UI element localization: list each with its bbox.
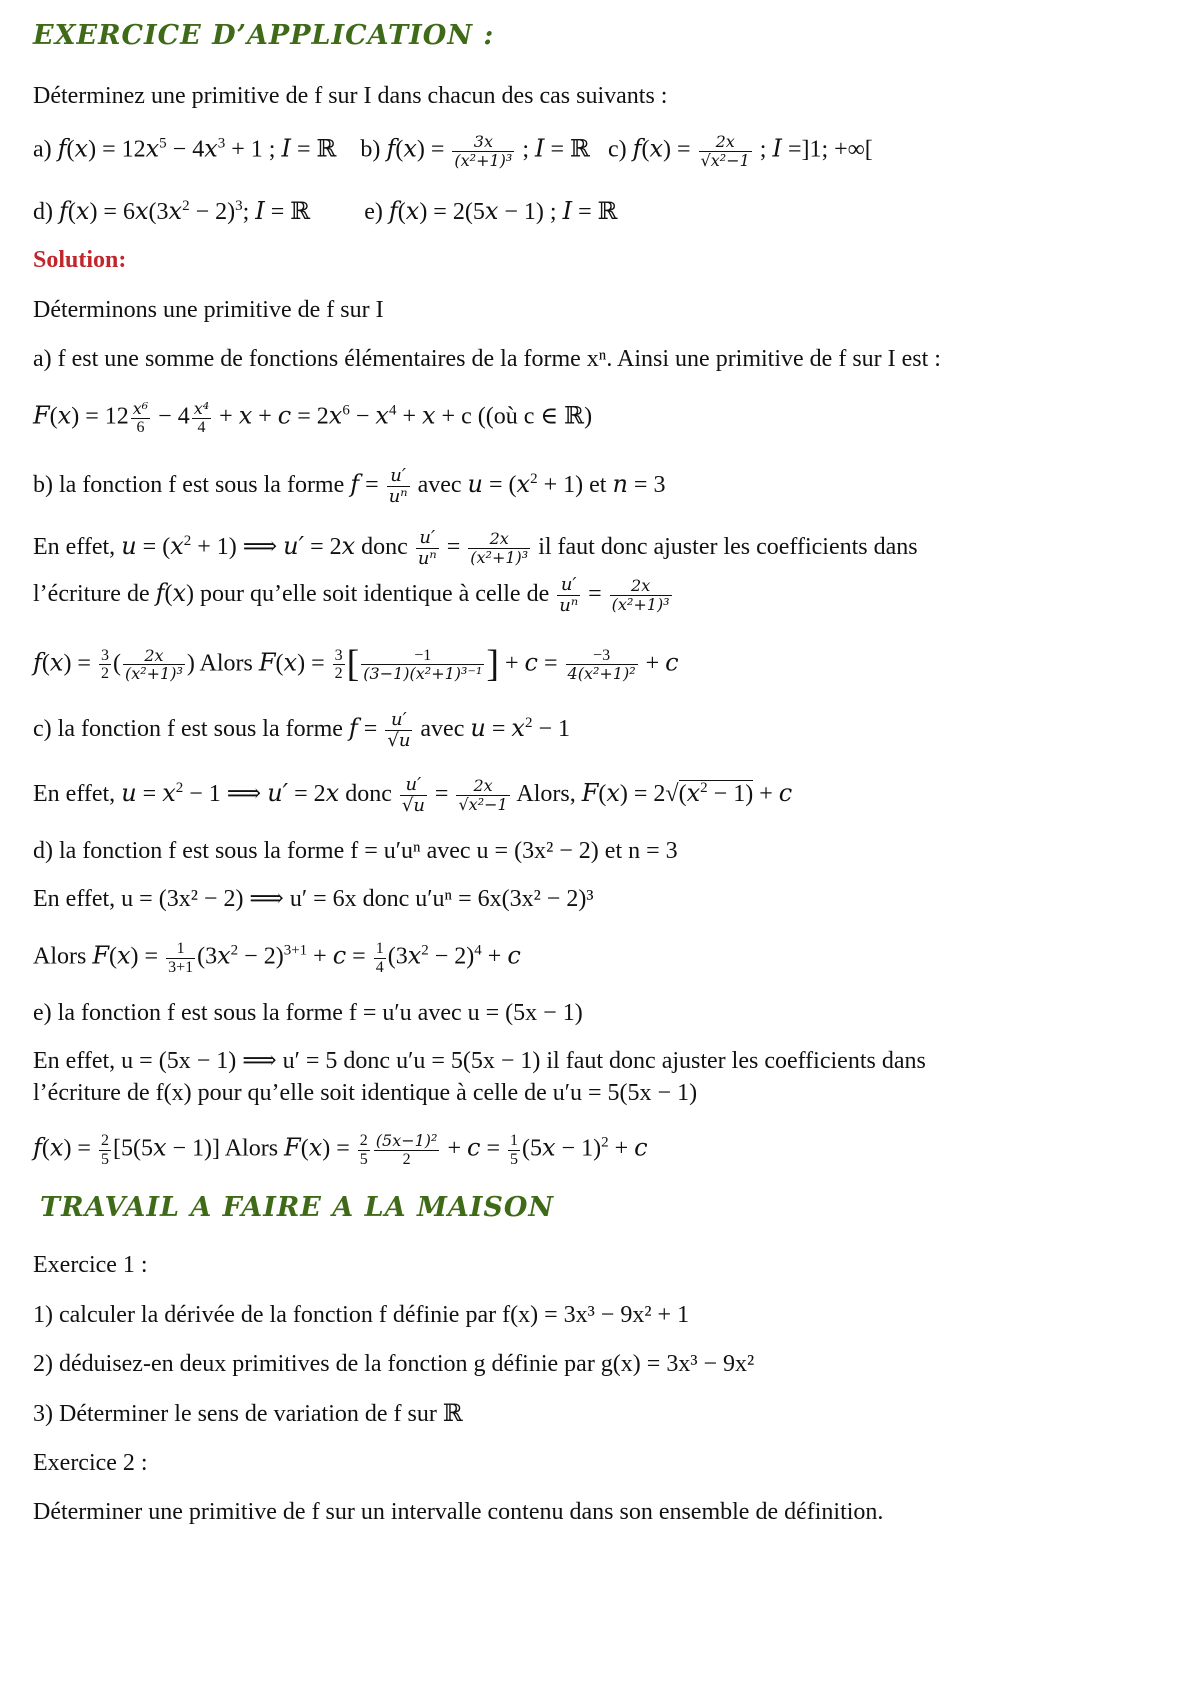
exercise-1-question-2: 2) déduisez-en deux primitives de la fonction g définie par g(x) = 3x³ − 9x² bbox=[33, 1351, 755, 1377]
exercise-1-question-3: 3) Déterminer le sens de variation de f sur ℝ bbox=[33, 1401, 463, 1427]
cases-de: d) $f(x) = 6x(3x^2 - 2)^3$; I = ℝ e) f(x) = 2(5x − 1) ; I = ℝ bbox=[33, 197, 618, 225]
solution-b-effet-2: l’écriture de f(x) pour qu’elle soit identique à celle de $\frac{u'}{\text{uⁿ}}$ = $\frac{2x}{\text{(x²+1)³}}$ bbox=[33, 574, 670, 616]
solution-e-text: e) la fonction f est sous la forme f = u′u avec u = (5x − 1) bbox=[33, 1000, 583, 1026]
solution-e-effet-1: En effet, u = (5x − 1) ⟹ u′ = 5 donc u′u = 5(5x − 1) il faut donc ajuster les coefficients dans bbox=[33, 1048, 926, 1074]
exercise-intro: Déterminez une primitive de f sur I dans chacun des cas suivants : bbox=[33, 83, 668, 109]
solution-e-result: f(x) = $\frac{2}{5}$ [5(5x − 1)] Alors F(x) = $\frac{2}{5}$ $\frac{\text{(5x−1)²}}{2}$ + c = $\frac{1}{5}$ $(5x - 1)^2 + c$ bbox=[33, 1131, 648, 1168]
solution-b-effet-1: En effet, $u = (x^2 + 1)$ ⟹ u′ = 2x donc $\frac{u'}{\text{uⁿ}}$ = $\frac{2x}{\text{(x²+1)³}}$ il faut donc ajuster les coefficients dans bbox=[33, 527, 918, 569]
solution-a-formula: F(x) = 12 $\frac{\text{x⁶}}{6}$ − 4 $\frac{\text{x⁴}}{4}$ + $x + c = 2x^6 - x^4 + x + c$ ((où c ∈ ℝ) bbox=[33, 399, 593, 436]
page-title: EXERCICE D’APPLICATION : bbox=[33, 20, 495, 51]
solution-c-text: c) la fonction f est sous la forme f = $\frac{u'}{√u}$ avec $u = x^2 - 1$ bbox=[33, 709, 570, 751]
solution-d-result: Alors F(x) = $\frac{1}{3+1}$ $(3x^2 - 2)^{3+1} + c$ = $\frac{1}{4}$ $(3x^2 - 2)^4 + c$ bbox=[33, 940, 521, 976]
exercise-2-title: Exercice 2 : bbox=[33, 1450, 148, 1476]
solution-b-text: b) la fonction f est sous la forme f = $\frac{u'}{\text{uⁿ}}$ avec $u = (x^2 + 1)$ et n = 3 bbox=[33, 465, 666, 507]
solution-a-text: a) f est une somme de fonctions élémentaires de la forme xⁿ. Ainsi une primitive de f sur I est : bbox=[33, 346, 941, 372]
solution-d-effet: En effet, u = (3x² − 2) ⟹ u′ = 6x donc u′uⁿ = 6x(3x² − 2)³ bbox=[33, 886, 594, 912]
solution-b-label: b) la fonction f est sous la forme bbox=[33, 471, 345, 498]
solution-d-text: d) la fonction f est sous la forme f = u′uⁿ avec u = (3x² − 2) et n = 3 bbox=[33, 838, 678, 864]
cases-abc: a) $f(x) = 12x^5 - 4x^3 + 1$ ; I = ℝ b) f(x) = $\frac{3x}{\text{(x²+1)³}}$ ; I = ℝ c) f(x) = $\frac{2x}{\text{√x²−1}}$ ; I =]1; +∞[ bbox=[33, 132, 873, 170]
exercise-2-text: Déterminer une primitive de f sur un intervalle contenu dans son ensemble de définition. bbox=[33, 1499, 884, 1525]
exercise-1-question-1: 1) calculer la dérivée de la fonction f définie par f(x) = 3x³ − 9x² + 1 bbox=[33, 1302, 690, 1328]
solution-heading: Solution: bbox=[33, 247, 127, 273]
solution-c-label: c) la fonction f est sous la forme bbox=[33, 715, 343, 742]
solution-c-effet: En effet, $u = x^2 - 1$ ⟹ u′ = 2x donc $\frac{u'}{√u}$ = $\frac{2x}{\text{√x²−1}}$ Alors, $F(x) = 2√(x^2 - 1) + c$ bbox=[33, 774, 793, 816]
solution-b-result: f(x) = $\frac{3}{2}$ ( $\frac{2x}{\text{(x²+1)³}}$ ) Alors F(x) = $\frac{3}{2}$ [ $\frac{-1}{\text{(3−1)(x²+1)³⁻¹}}$ ] + c = $\frac{-3}{\text{4(x²+1)²}}$ + c bbox=[33, 643, 679, 685]
exercise-1-title: Exercice 1 : bbox=[33, 1252, 148, 1278]
homework-title: TRAVAIL A FAIRE A LA MAISON bbox=[40, 1192, 555, 1223]
solution-intro: Déterminons une primitive de f sur I bbox=[33, 297, 384, 323]
solution-e-effet-2: l’écriture de f(x) pour qu’elle soit identique à celle de u′u = 5(5x − 1) bbox=[33, 1080, 698, 1106]
